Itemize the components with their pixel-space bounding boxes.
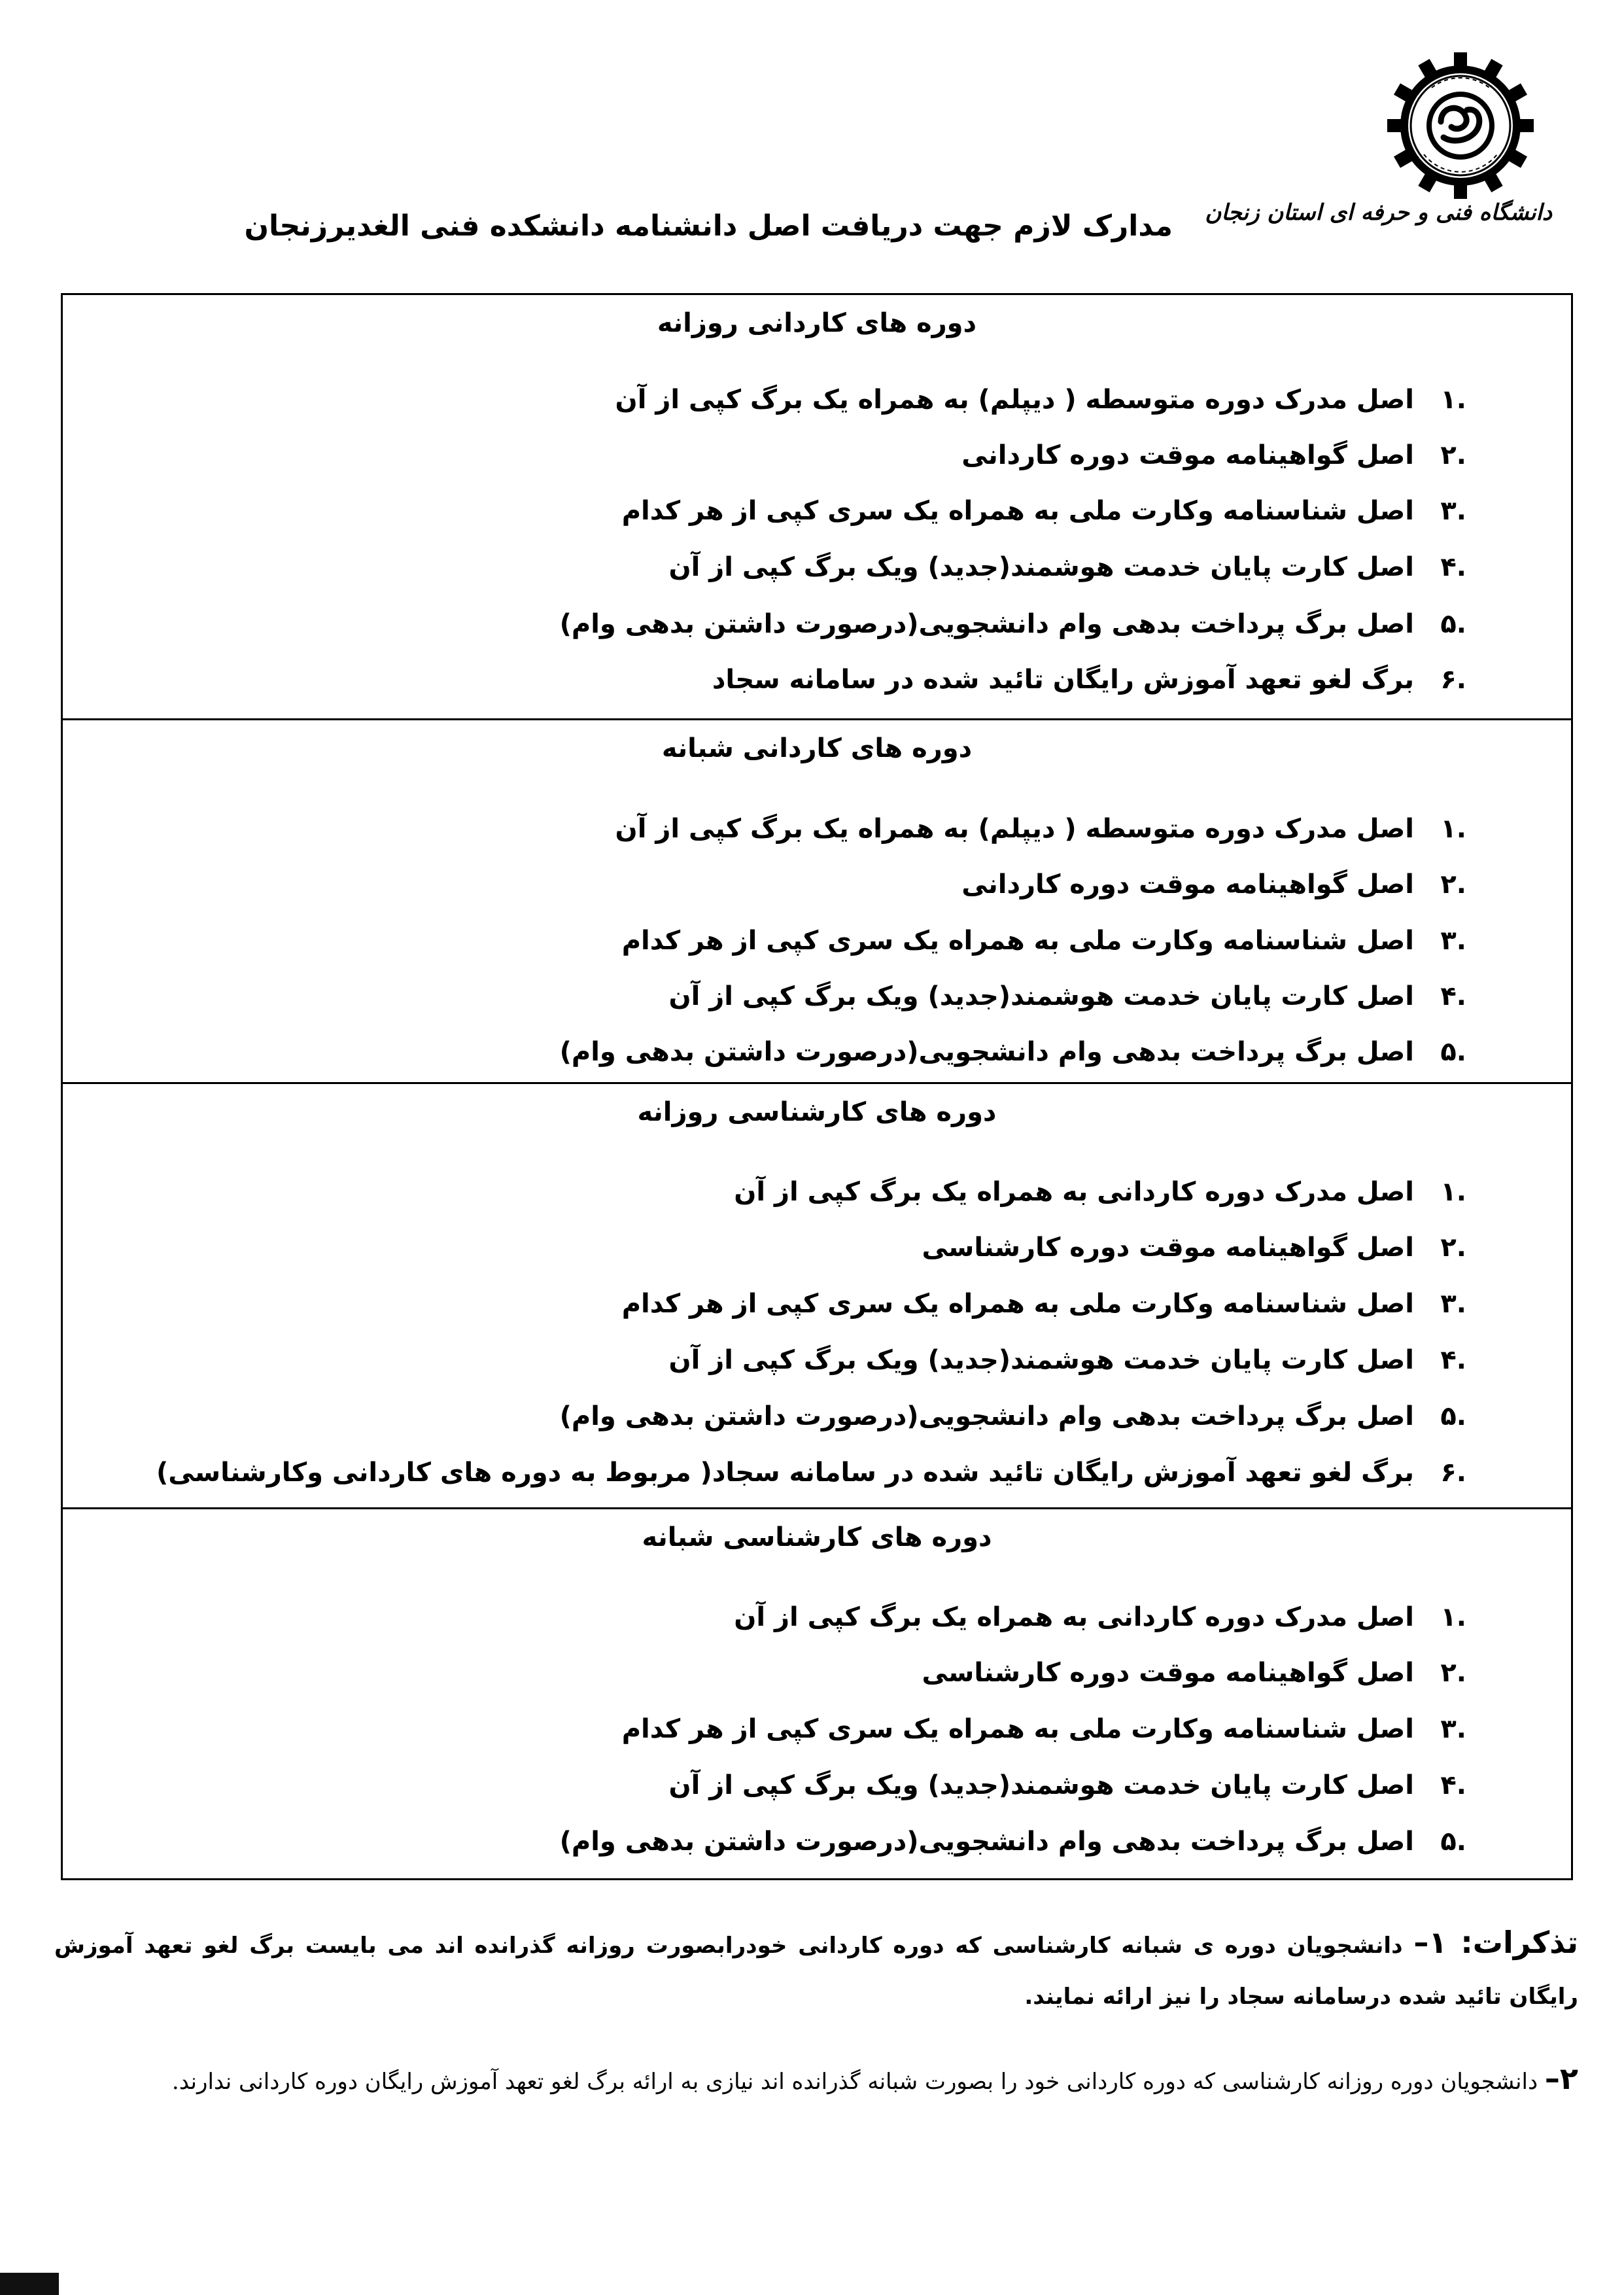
section-title: دوره های کاردانی روزانه [657,308,977,338]
item-text: اصل مدرک دوره کاردانی به همراه یک برگ کپی از آن [734,1177,1414,1207]
section-associate-day [63,295,1571,720]
section-bachelor-day [63,1084,1571,1509]
item-text: اصل مدرک دوره متوسطه ( دیپلم) به همراه یک برگ کپی از آن [615,385,1414,415]
item-text: اصل گواهینامه موقت دوره کارشناسی [922,1233,1414,1263]
item-number: .۱ [1440,385,1466,415]
item-text: اصل برگ پرداخت بدهی وام دانشجویی(درصورت داشتن بدهی وام) [559,1401,1414,1431]
item-text: اصل گواهینامه موقت دوره کارشناسی [922,1658,1414,1688]
item-text: اصل کارت پایان خدمت هوشمند(جدید) ویک برگ کپی از آن [668,1770,1414,1800]
list-item [712,665,1466,695]
page-title: مدارک لازم جهت دریافت اصل دانشنامه دانشکده فنی الغدیرزنجان [244,209,1173,243]
list-item [615,814,1466,844]
item-number: .۲ [1440,1233,1466,1263]
item-number: .۱ [1440,1602,1466,1632]
item-number: .۶ [1440,1458,1466,1488]
list-item [156,1458,1466,1488]
item-text: اصل شناسنامه وکارت ملی به همراه یک سری کپی از هر کدام [621,1714,1414,1744]
list-item [560,1827,1466,1857]
university-logo [1382,52,1539,203]
list-item [622,1289,1466,1319]
list-item [668,1770,1466,1800]
list-item [622,926,1466,956]
list-item [961,869,1466,900]
note-1-text: دانشجویان دوره ی شبانه کارشناسی که دوره کاردانی خودرابصورت روزانه گذرانده اند می بایست برگ لغو تعهد آموزش رایگان تائید شده درسامانه سجاد را نیز ارائه نمایند. [54,1933,1578,2010]
item-number: .۱ [1440,1177,1466,1207]
item-text: اصل شناسنامه وکارت ملی به همراه یک سری کپی از هر کدام [621,1289,1414,1319]
university-gear-emblem-icon [1382,52,1539,203]
item-text: اصل گواهینامه موقت دوره کاردانی [961,440,1414,470]
item-text: اصل شناسنامه وکارت ملی به همراه یک سری کپی از هر کدام [621,926,1414,956]
list-item [734,1602,1466,1632]
item-number: .۵ [1440,1401,1466,1431]
list-item [668,981,1466,1011]
item-number: .۳ [1440,926,1466,956]
requirements-table [61,293,1573,1880]
item-number: .۲ [1440,440,1466,470]
item-number: .۳ [1440,1714,1466,1744]
note-2-number: ۲– [1544,2061,1578,2096]
list-item [734,1177,1466,1207]
item-text: اصل برگ پرداخت بدهی وام دانشجویی(درصورت داشتن بدهی وام) [559,1037,1414,1067]
item-number: .۴ [1440,1770,1466,1800]
item-number: .۱ [1440,814,1466,844]
list-item [922,1233,1466,1263]
list-item [560,1401,1466,1431]
item-text: اصل مدرک دوره کاردانی به همراه یک برگ کپی از آن [734,1602,1414,1632]
item-number: .۶ [1440,665,1466,695]
list-item [560,609,1466,639]
item-text: اصل برگ پرداخت بدهی وام دانشجویی(درصورت داشتن بدهی وام) [559,609,1414,639]
note-1 [54,1917,1578,2022]
item-text: اصل برگ پرداخت بدهی وام دانشجویی(درصورت داشتن بدهی وام) [559,1827,1414,1857]
section-bachelor-evening [63,1509,1571,1878]
list-item [622,1714,1466,1744]
item-number: .۴ [1440,1345,1466,1375]
item-text: برگ لغو تعهد آموزش رایگان تائید شده در سامانه سجاد( مربوط به دوره های کاردانی وکارشناسی) [156,1458,1414,1488]
logo-caption: دانشگاه فنی و حرفه ای استان زنجان [1205,200,1552,226]
list-item [622,496,1466,526]
section-title: دوره های کارشناسی شبانه [642,1522,992,1552]
item-number: .۵ [1440,609,1466,639]
item-number: .۵ [1440,1037,1466,1067]
section-title: دوره های کاردانی شبانه [661,733,973,763]
item-text: برگ لغو تعهد آموزش رایگان تائید شده در سامانه سجاد [712,665,1414,695]
list-item [668,552,1466,582]
item-text: اصل کارت پایان خدمت هوشمند(جدید) ویک برگ کپی از آن [668,1345,1414,1375]
list-item [615,385,1466,415]
item-text: اصل مدرک دوره متوسطه ( دیپلم) به همراه یک برگ کپی از آن [615,814,1414,844]
note-2-text: دانشجویان دوره روزانه کارشناسی که دوره کاردانی خود را بصورت شبانه گذرانده اند نیازی به ارائه برگ لغو تعهد آموزش رایگان دوره کاردانی ندارند. [171,2069,1538,2095]
note-2 [172,2061,1578,2096]
corner-stamp [0,2273,59,2295]
item-number: .۲ [1440,1658,1466,1688]
item-number: .۳ [1440,1289,1466,1319]
list-item [668,1345,1466,1375]
list-item [560,1037,1466,1067]
section-title: دوره های کارشناسی روزانه [637,1097,997,1127]
list-item [961,440,1466,470]
item-number: .۳ [1440,496,1466,526]
item-text: اصل کارت پایان خدمت هوشمند(جدید) ویک برگ کپی از آن [668,552,1414,582]
item-text: اصل شناسنامه وکارت ملی به همراه یک سری کپی از هر کدام [621,496,1414,526]
item-text: اصل گواهینامه موقت دوره کاردانی [961,869,1414,900]
list-item [922,1658,1466,1688]
item-text: اصل کارت پایان خدمت هوشمند(جدید) ویک برگ کپی از آن [668,981,1414,1011]
notes-heading: تذکرات: ۱– [1413,1925,1578,1960]
item-number: .۲ [1440,869,1466,900]
item-number: .۵ [1440,1827,1466,1857]
item-number: .۴ [1440,981,1466,1011]
section-associate-evening [63,720,1571,1084]
item-number: .۴ [1440,552,1466,582]
